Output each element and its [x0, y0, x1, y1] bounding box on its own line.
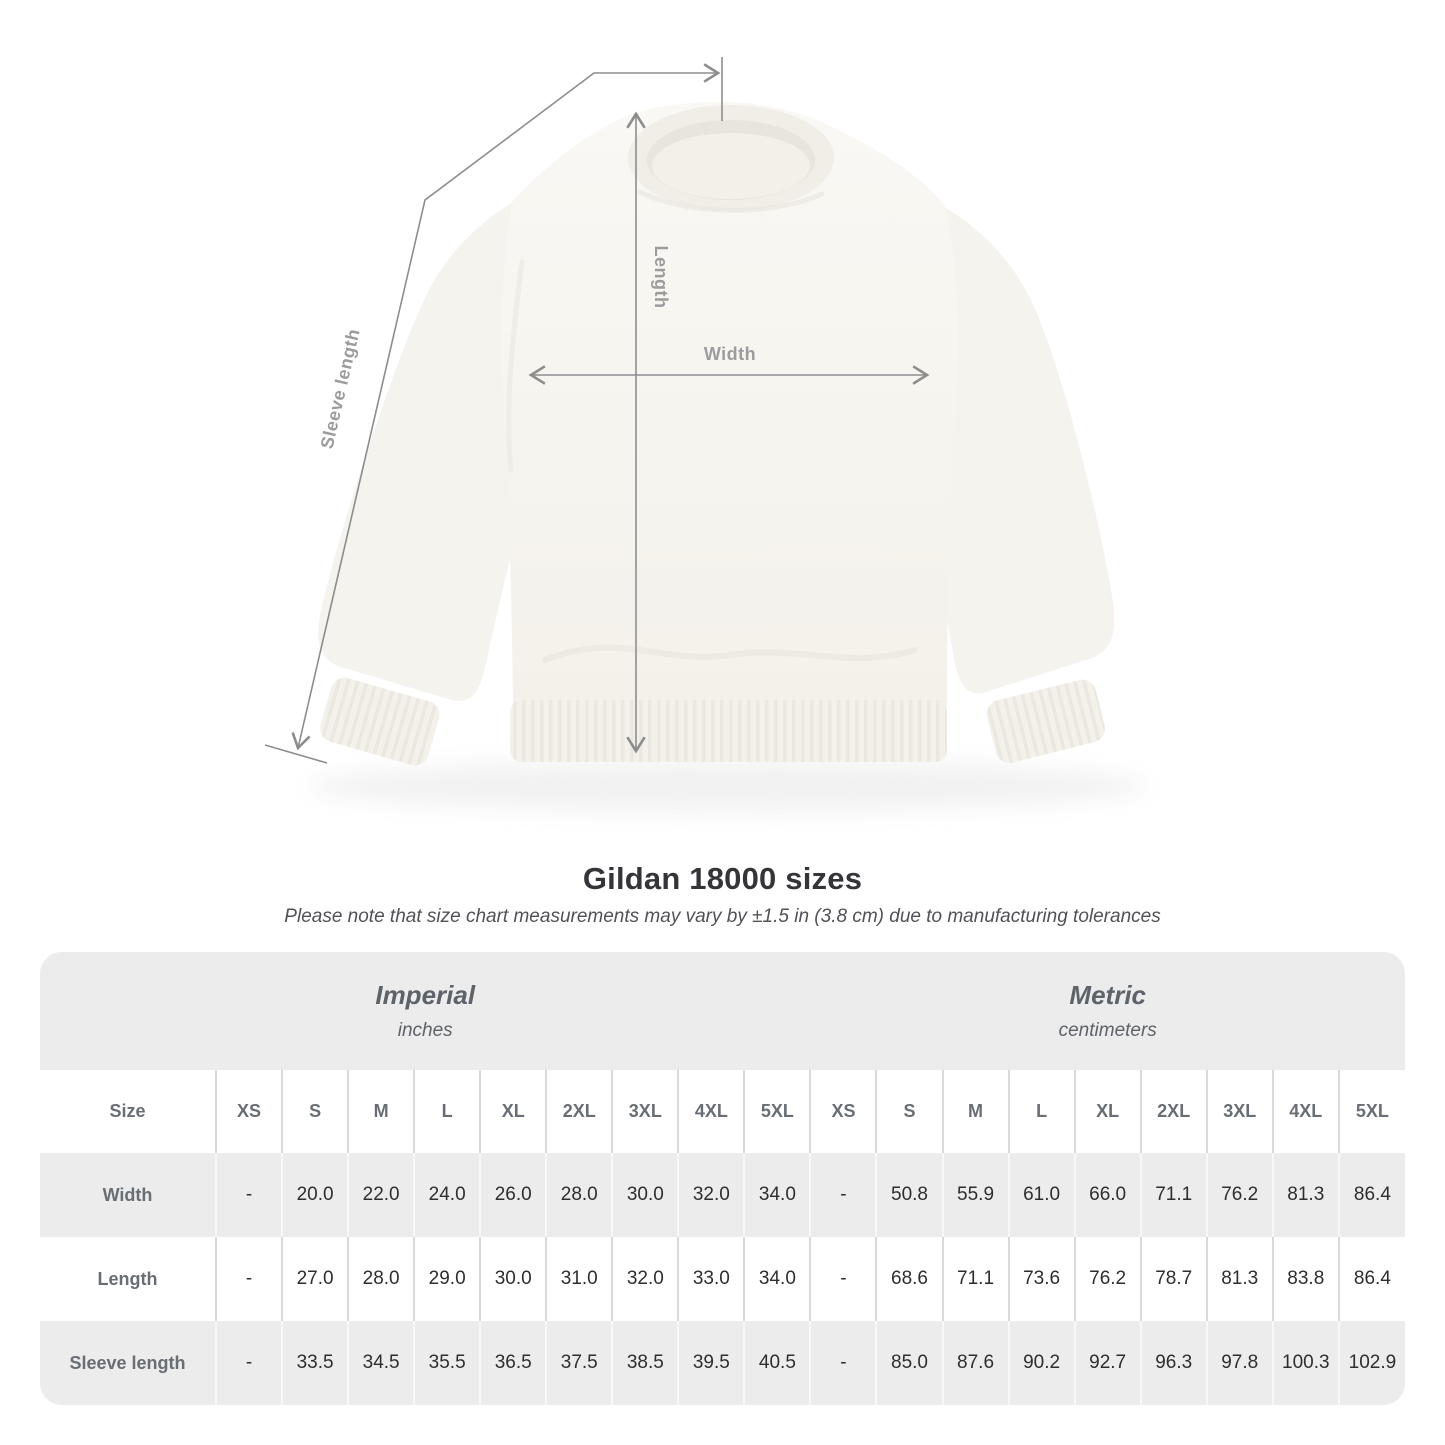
- size-column-header: 4XL: [1273, 1070, 1339, 1153]
- metric-value-cell: 71.1: [1141, 1153, 1207, 1237]
- size-column-header: XS: [216, 1070, 282, 1153]
- size-column-header: L: [414, 1070, 480, 1153]
- metric-value-cell: 100.3: [1273, 1321, 1339, 1405]
- imperial-value-cell: 32.0: [612, 1237, 678, 1321]
- imperial-value-cell: 34.0: [744, 1153, 810, 1237]
- imperial-value-cell: -: [216, 1237, 282, 1321]
- page-title: Gildan 18000 sizes: [582, 861, 863, 896]
- metric-value-cell: 81.3: [1207, 1237, 1273, 1321]
- size-column-header: S: [876, 1070, 942, 1153]
- measurement-row: [40, 1153, 1405, 1237]
- metric-value-cell: 71.1: [943, 1237, 1009, 1321]
- measurement-row-label: Sleeve length: [40, 1321, 216, 1405]
- imperial-value-cell: 31.0: [546, 1237, 612, 1321]
- size-column-header: XL: [480, 1070, 546, 1153]
- metric-value-cell: 61.0: [1009, 1153, 1075, 1237]
- metric-value-cell: 76.2: [1075, 1237, 1141, 1321]
- size-table: [40, 952, 1405, 1405]
- measurement-row-label: Width: [40, 1153, 216, 1237]
- measurement-row: [40, 1237, 1405, 1321]
- metric-value-cell: 78.7: [1141, 1237, 1207, 1321]
- metric-value-cell: 92.7: [1075, 1321, 1141, 1405]
- metric-value-cell: 87.6: [943, 1321, 1009, 1405]
- metric-unit-label: centimeters: [1058, 1020, 1157, 1041]
- imperial-unit-label: inches: [397, 1020, 453, 1041]
- imperial-value-cell: 33.5: [282, 1321, 348, 1405]
- imperial-value-cell: 22.0: [348, 1153, 414, 1237]
- size-column-header: 5XL: [744, 1070, 810, 1153]
- imperial-value-cell: 34.5: [348, 1321, 414, 1405]
- imperial-label: Imperial: [375, 980, 476, 1010]
- size-column-header: M: [348, 1070, 414, 1153]
- measurement-row: [40, 1321, 1405, 1405]
- width-label: Width: [703, 344, 757, 364]
- size-column-header: S: [282, 1070, 348, 1153]
- imperial-value-cell: 39.5: [678, 1321, 744, 1405]
- imperial-value-cell: 33.0: [678, 1237, 744, 1321]
- metric-section-header: [810, 952, 1405, 1070]
- imperial-value-cell: -: [216, 1153, 282, 1237]
- imperial-value-cell: 26.0: [480, 1153, 546, 1237]
- imperial-value-cell: 28.0: [546, 1153, 612, 1237]
- metric-value-cell: 97.8: [1207, 1321, 1273, 1405]
- metric-value-cell: 85.0: [876, 1321, 942, 1405]
- collar-inside-back: [652, 133, 810, 199]
- imperial-value-cell: 30.0: [480, 1237, 546, 1321]
- size-column-header: XL: [1075, 1070, 1141, 1153]
- metric-value-cell: 73.6: [1009, 1237, 1075, 1321]
- metric-value-cell: 66.0: [1075, 1153, 1141, 1237]
- size-column-header: 4XL: [678, 1070, 744, 1153]
- imperial-value-cell: 24.0: [414, 1153, 480, 1237]
- size-header-row: [40, 1070, 1405, 1153]
- metric-value-cell: 50.8: [876, 1153, 942, 1237]
- imperial-value-cell: -: [216, 1321, 282, 1405]
- imperial-value-cell: 36.5: [480, 1321, 546, 1405]
- metric-value-cell: 86.4: [1339, 1237, 1405, 1321]
- garment-shadow: [308, 760, 1148, 812]
- size-column-header: L: [1009, 1070, 1075, 1153]
- imperial-value-cell: 30.0: [612, 1153, 678, 1237]
- imperial-value-cell: 35.5: [414, 1321, 480, 1405]
- metric-value-cell: 68.6: [876, 1237, 942, 1321]
- right-cuff: [984, 677, 1108, 766]
- cuff-tick: [265, 745, 327, 763]
- metric-value-cell: 102.9: [1339, 1321, 1405, 1405]
- size-column-header: 3XL: [612, 1070, 678, 1153]
- metric-value-cell: -: [810, 1153, 876, 1237]
- imperial-value-cell: 40.5: [744, 1321, 810, 1405]
- size-column-header: 5XL: [1339, 1070, 1405, 1153]
- imperial-value-cell: 28.0: [348, 1237, 414, 1321]
- imperial-value-cell: 38.5: [612, 1321, 678, 1405]
- measurement-row-label: Length: [40, 1237, 216, 1321]
- metric-value-cell: 96.3: [1141, 1321, 1207, 1405]
- tolerance-note: Please note that size chart measurements may vary by ±1.5 in (3.8 cm) due to manufacturing tolerances: [284, 906, 1161, 927]
- imperial-value-cell: 37.5: [546, 1321, 612, 1405]
- size-column-header: 2XL: [546, 1070, 612, 1153]
- size-column-header: 3XL: [1207, 1070, 1273, 1153]
- units-header-row: [40, 952, 1405, 1070]
- metric-value-cell: 86.4: [1339, 1153, 1405, 1237]
- waistband: [510, 700, 947, 762]
- size-column-header: M: [943, 1070, 1009, 1153]
- imperial-value-cell: 34.0: [744, 1237, 810, 1321]
- size-table-body: [40, 952, 1405, 1405]
- size-column-header: 2XL: [1141, 1070, 1207, 1153]
- imperial-value-cell: 27.0: [282, 1237, 348, 1321]
- metric-value-cell: -: [810, 1321, 876, 1405]
- metric-value-cell: 90.2: [1009, 1321, 1075, 1405]
- metric-value-cell: 81.3: [1273, 1153, 1339, 1237]
- size-header-cell: Size: [40, 1070, 216, 1153]
- imperial-section-header: [40, 952, 810, 1070]
- metric-value-cell: 76.2: [1207, 1153, 1273, 1237]
- imperial-value-cell: 20.0: [282, 1153, 348, 1237]
- imperial-value-cell: 32.0: [678, 1153, 744, 1237]
- size-table-container: [40, 952, 1405, 1405]
- length-label: Length: [651, 245, 671, 309]
- metric-value-cell: 83.8: [1273, 1237, 1339, 1321]
- imperial-value-cell: 29.0: [414, 1237, 480, 1321]
- metric-label: Metric: [1069, 980, 1146, 1010]
- sleeve-length-label: Sleeve length: [316, 326, 364, 451]
- metric-value-cell: -: [810, 1237, 876, 1321]
- metric-value-cell: 55.9: [943, 1153, 1009, 1237]
- size-column-header: XS: [810, 1070, 876, 1153]
